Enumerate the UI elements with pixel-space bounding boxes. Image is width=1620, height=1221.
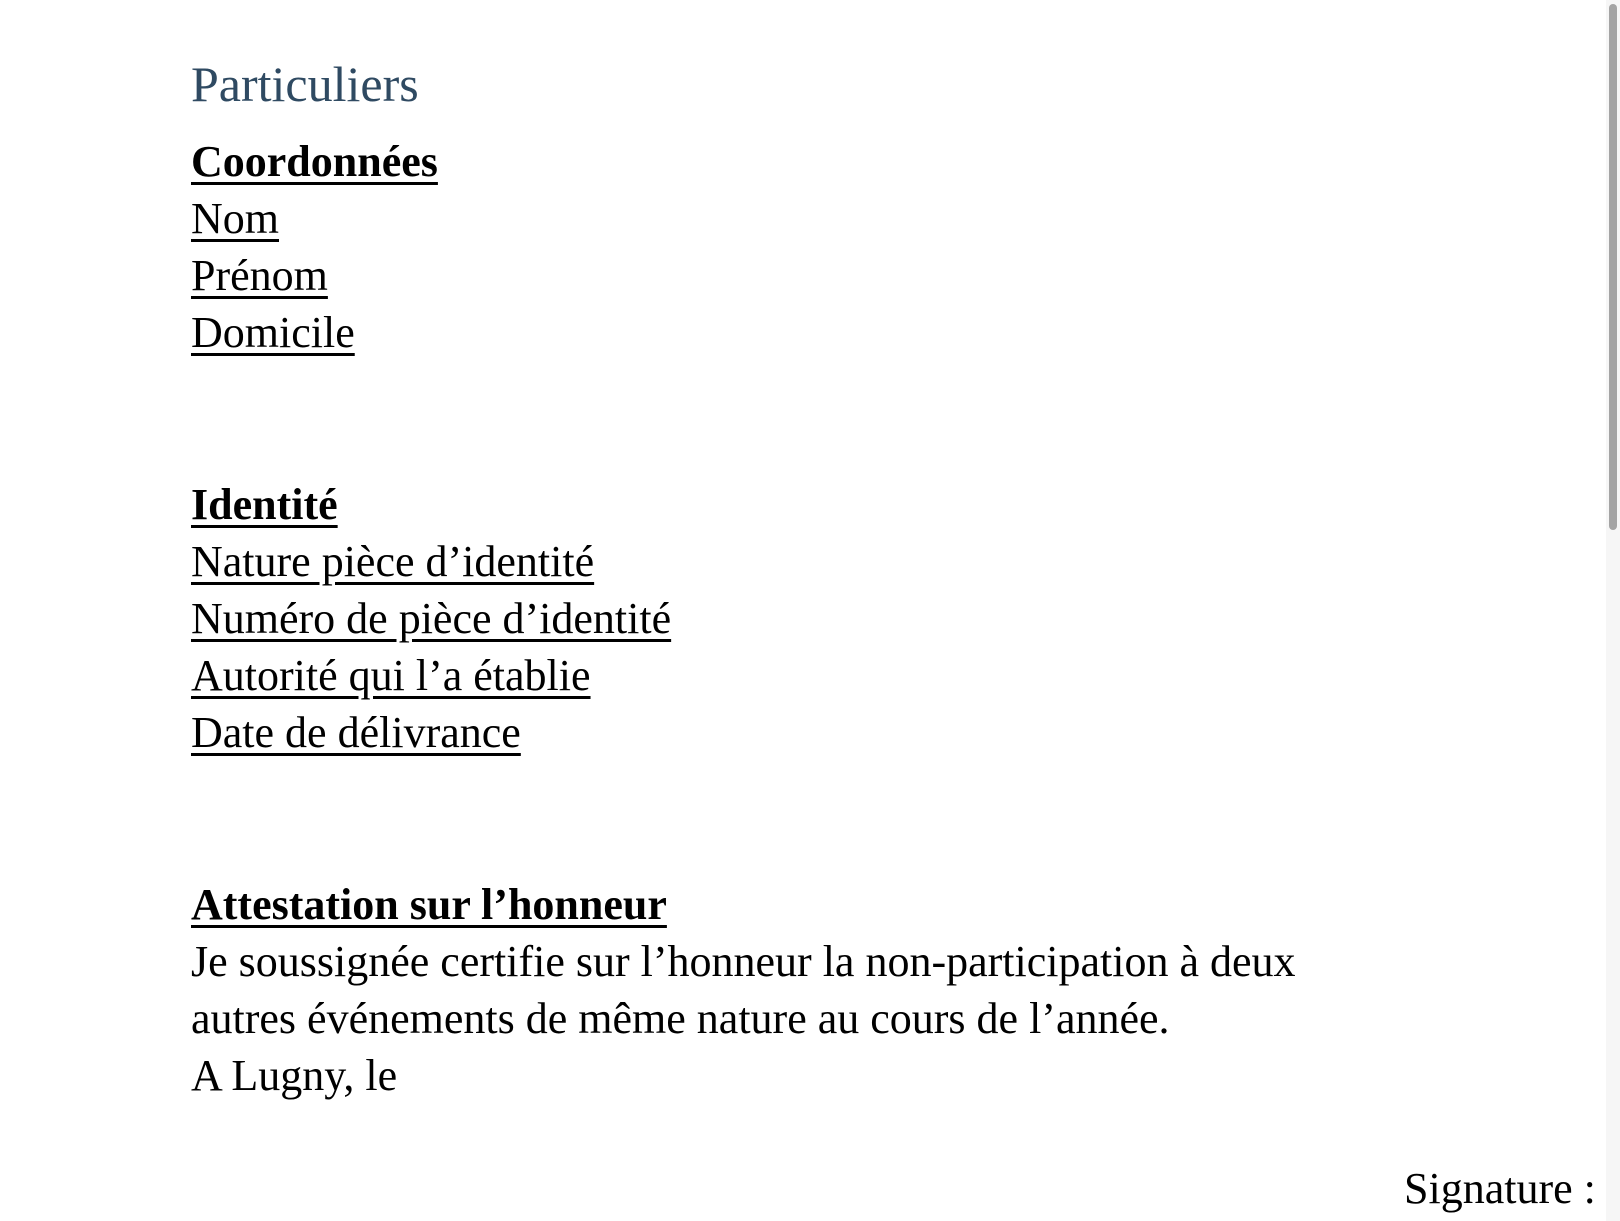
vertical-scrollbar[interactable]: [1606, 0, 1620, 1221]
attestation-text-line-2: autres événements de même nature au cours de l’année.: [191, 994, 1170, 1043]
signature-label: Signature :: [1404, 1164, 1596, 1213]
field-label-date-delivrance: Date de délivrance: [191, 708, 521, 757]
page-title: Particuliers: [191, 56, 419, 112]
place-date-line: A Lugny, le: [191, 1051, 398, 1100]
section-heading-coordonnees: Coordonnées: [191, 137, 438, 186]
field-label-numero-piece: Numéro de pièce d’identité: [191, 594, 672, 643]
section-heading-identite: Identité: [191, 480, 338, 529]
scrollbar-thumb[interactable]: [1609, 4, 1617, 530]
attestation-text-line-1: Je soussignée certifie sur l’honneur la non-participation à deux: [191, 937, 1296, 986]
field-label-autorite: Autorité qui l’a établie: [191, 651, 591, 700]
field-label-nom: Nom: [191, 194, 279, 243]
section-heading-attestation: Attestation sur l’honneur: [191, 880, 667, 929]
field-label-nature-piece: Nature pièce d’identité: [191, 537, 595, 586]
field-label-domicile: Domicile: [191, 308, 355, 357]
field-label-prenom: Prénom: [191, 251, 328, 300]
